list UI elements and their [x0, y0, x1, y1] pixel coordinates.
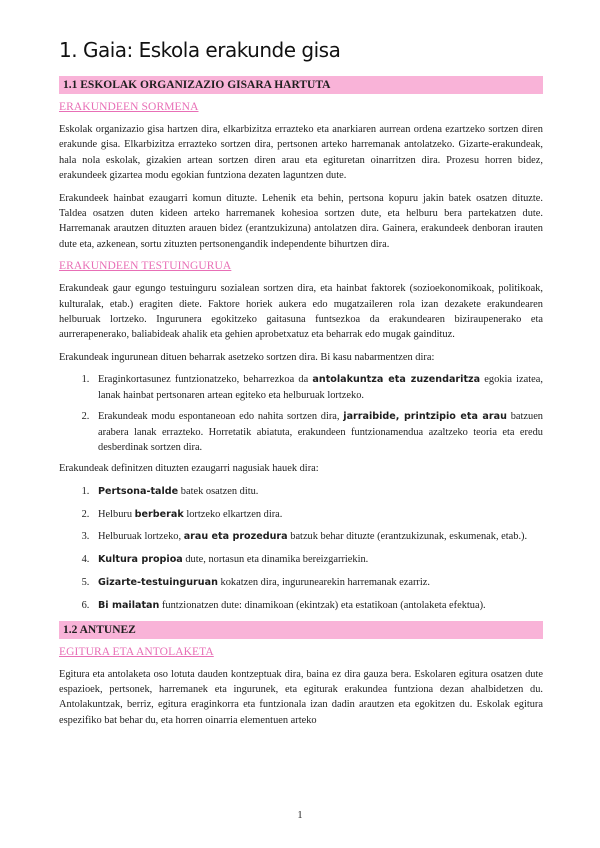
subheading-erakundeen-testuingurua: ERAKUNDEEN TESTUINGURUA — [59, 260, 232, 273]
paragraph: Erakundeak ingurunean dituen beharrak asetzeko sortzen dira. Bi kasu nabarmentzen dira: — [59, 351, 435, 363]
list-item: 5. Gizarte-testuinguruan kokatzen dira, ingurunearekin harremanak ezarriz. — [92, 575, 543, 590]
paragraph: Egitura eta antolaketa oso lotuta dauden kontzeptuak dira, baina ez dira gauza bera. Eskolaren egitura osatzen dute espazioek, pertsonek, harremanek eta ingurunek, eta egiturak erakundea funtziona dezan ahalbidetzen du. Antolakuntzak, berriz, egitura eraginkorra eta funtzionala izan dadin arautzen eta egokitzen du. Eskolak egitura espezifiko bat behar du, eta horren oinarria elementuen arteko — [59, 668, 543, 726]
paragraph: Eskolak organizazio gisa hartzen dira, elkarbizitza errazteko eta anarkiaren aurrean ordena ezartzeko sortzen diren erakunde gisa. Elkarbizitza errazteko sortzen dira, pertsonen arteko harremanak antolatzeko. Gizarte-erakundeak, hala nola eskolak, gizakien artean sortzen diren arau eta egituretan oinarritzen dira. Prozesu horren bidez, erakundeek gizartea modu egokian funtziona dezaten laguntzen dute. — [59, 124, 543, 182]
paragraph: Erakundeak definitzen dituzten ezaugarri nagusiak hauek dira: — [59, 463, 319, 475]
list-item: 1. Pertsona-talde batek osatzen ditu. — [92, 484, 543, 499]
numbered-list-cases — [59, 372, 543, 455]
document-title: 1. Gaia: Eskola erakunde gisa — [59, 38, 341, 62]
list-item: 3. Helburuak lortzeko, arau eta prozedura batzuk behar dituzte (erantzukizunak, eskumenak, etab.). — [92, 529, 543, 544]
section-heading-1-1: 1.1 ESKOLAK ORGANIZAZIO GISARA HARTUTA — [59, 76, 543, 94]
list-item: 2. Erakundeak modu espontaneoan edo nahita sortzen dira, jarraibide, printzipio eta arau batzuen arabera lanak errazteko. Horretatik abiatuta, erakundeen funtzionamendua azaltzeko teoria eta eredu desberdinak sortzen dira. — [92, 409, 543, 455]
section-heading-1-2: 1.2 ANTUNEZ — [59, 621, 543, 639]
list-item: 6. Bi mailatan funtzionatzen dute: dinamikoan (ekintzak) eta estatikoan (antolaketa efektua). — [92, 598, 543, 613]
page-number: 1 — [297, 810, 303, 821]
list-item: 1. Eraginkortasunez funtzionatzeko, beharrezkoa da antolakuntza eta zuzendaritza egokia izatea, lanak hainbat pertsonaren artean egiteko eta helburuak lortzeko. — [92, 372, 543, 403]
paragraph: Erakundeek hainbat ezaugarri komun dituzte. Lehenik eta behin, pertsona kopuru jakin batek osatzen dituzte. Taldea osatzen duten kideen arteko harremanek kohesioa sortzen dute, eta helburu bera partekatzen dute. Harremanak arautzen dituzten arauen bidez (erantzukizuna) antolatzen dira. Gainera, erakundeek denboran irauten dute eta, azkenean, sortu zituzten pertsonengandik independente bihurtzen dira. — [59, 192, 543, 250]
numbered-list-characteristics — [59, 484, 543, 613]
paragraph: Erakundeak gaur egungo testuinguru sozialean sortzen dira, eta hainbat faktorek (sozioekonomikoak, politikoak, kulturalak, etab.) eragiten diete. Faktore horiek aukera edo mugatzaileren rola izan dezakete erakundearen helburuak lortzeko. Ingurunera egokitzeko gaitasuna funtsezkoa da erakundearen biziraupenerako eta aurrerapenerako, baliabideak ahalik eta gehien aprobetxatuz eta beharrak edo mugak gaindituz. — [59, 283, 543, 341]
list-item: 4. Kultura propioa dute, nortasun eta dinamika bereizgarriekin. — [92, 552, 543, 567]
document-page — [59, 38, 543, 735]
subheading-egitura-eta-antolaketa: EGITURA ETA ANTOLAKETA — [59, 645, 214, 658]
subheading-erakundeen-sormena: ERAKUNDEEN SORMENA — [59, 101, 199, 113]
list-item: 2. Helburu berberak lortzeko elkartzen dira. — [92, 507, 543, 522]
